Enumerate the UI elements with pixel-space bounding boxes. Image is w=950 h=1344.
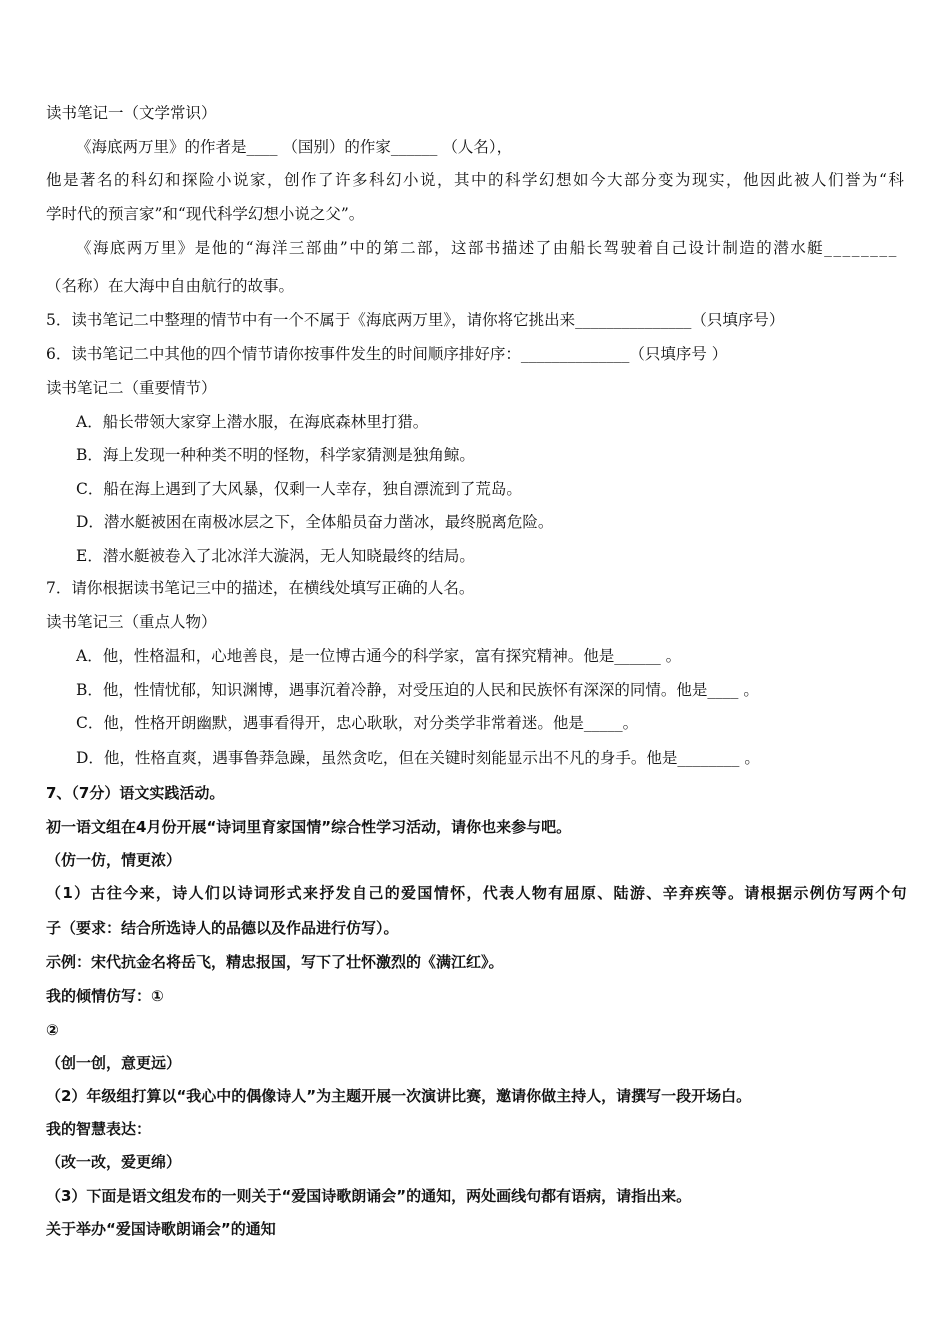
text-line-2: 《海底两万里》的作者是____ （国别）的作家______ （人名）， [76,138,513,156]
text-line-18: B．他，性情忧郁，知识渊博，遇事沉着冷静，对受压迫的人民和民族怀有深深的同情。他是____ 。 [76,681,759,699]
text-line-10: A．船长带领大家穿上潜水服，在海底森林里打猎。 [76,413,429,431]
text-line-19: C．他，性格开朗幽默，遇事看得开，忠心耿耿，对分类学非常着迷。他是_____。 [76,714,639,732]
text-line-33: （3）下面是语文组发布的一则关于“爱国诗歌朗诵会”的通知，两处画线句都有语病，请指出来。 [46,1187,692,1205]
text-line-5: 《海底两万里》是他的“海洋三部曲”中的第二部，这部书描述了由船长驾驶着自己设计制造的潜水艇________ [76,239,898,257]
text-line-28: ② [46,1021,59,1039]
text-line-34: 关于举办“爱国诗歌朗诵会”的通知 [46,1220,276,1238]
text-line-25: 子（要求：结合所选诗人的品德以及作品进行仿写）。 [46,919,399,937]
text-line-3: 他是著名的科幻和探险小说家，创作了许多科幻小说，其中的科学幻想如今大部分变为现实，他因此被人们誉为“科 [46,171,906,189]
text-line-4: 学时代的预言家”和“现代科学幻想小说之父”。 [46,205,365,223]
text-line-32: （改一改，爱更绵） [46,1153,182,1171]
text-line-17: A．他，性格温和，心地善良，是一位博古通今的科学家，富有探究精神。他是______ 。 [76,647,682,665]
text-line-11: B．海上发现一种种类不明的怪物，科学家猜测是独角鲸。 [76,446,475,464]
text-line-12: C．船在海上遇到了大风暴，仅剩一人幸存，独自漂流到了荒岛。 [76,480,522,498]
text-line-14: E．潜水艇被卷入了北冰洋大漩涡，无人知晓最终的结局。 [76,547,475,565]
text-line-27: 我的倾情仿写：① [46,987,164,1005]
text-line-20: D．他，性格直爽，遇事鲁莽急躁，虽然贪吃，但在关键时刻能显示出不凡的身手。他是________ 。 [76,749,760,767]
text-line-24: （1）古往今来，诗人们以诗词形式来抒发自己的爱国情怀，代表人物有屈原、陆游、辛弃疾等。请根据示例仿写两个句 [46,884,908,902]
text-line-29: （创一创，意更远） [46,1054,182,1072]
text-line-6: （名称）在大海中自由航行的故事。 [46,277,295,295]
text-line-23: （仿一仿，情更浓） [46,851,182,869]
text-line-1: 读书笔记一（文学常识） [46,104,217,122]
text-line-31: 我的智慧表达： [46,1120,152,1138]
text-line-16: 读书笔记三（重点人物） [46,613,217,631]
text-line-8: 6．读书笔记二中其他的四个情节请你按事件发生的时间顺序排好序：______________（只填序号 ） [46,345,728,363]
text-line-26: 示例：宋代抗金名将岳飞，精忠报国，写下了壮怀激烈的《满江红》。 [46,953,504,971]
text-line-21: 7、（7分）语文实践活动。 [46,784,225,802]
text-line-22: 初一语文组在4月份开展“诗词里育家国情”综合性学习活动，请你也来参与吧。 [46,818,572,836]
text-line-15: 7．请你根据读书笔记三中的描述，在横线处填写正确的人名。 [46,579,475,597]
text-line-30: （2）年级组打算以“我心中的偶像诗人”为主题开展一次演讲比赛，邀请你做主持人，请撰写一段开场白。 [46,1087,752,1105]
text-line-13: D．潜水艇被困在南极冰层之下，全体船员奋力凿冰，最终脱离危险。 [76,513,554,531]
text-line-9: 读书笔记二（重要情节） [46,379,217,397]
text-line-7: 5．读书笔记二中整理的情节中有一个不属于《海底两万里》，请你将它挑出来_______________（只填序号） [46,311,785,329]
